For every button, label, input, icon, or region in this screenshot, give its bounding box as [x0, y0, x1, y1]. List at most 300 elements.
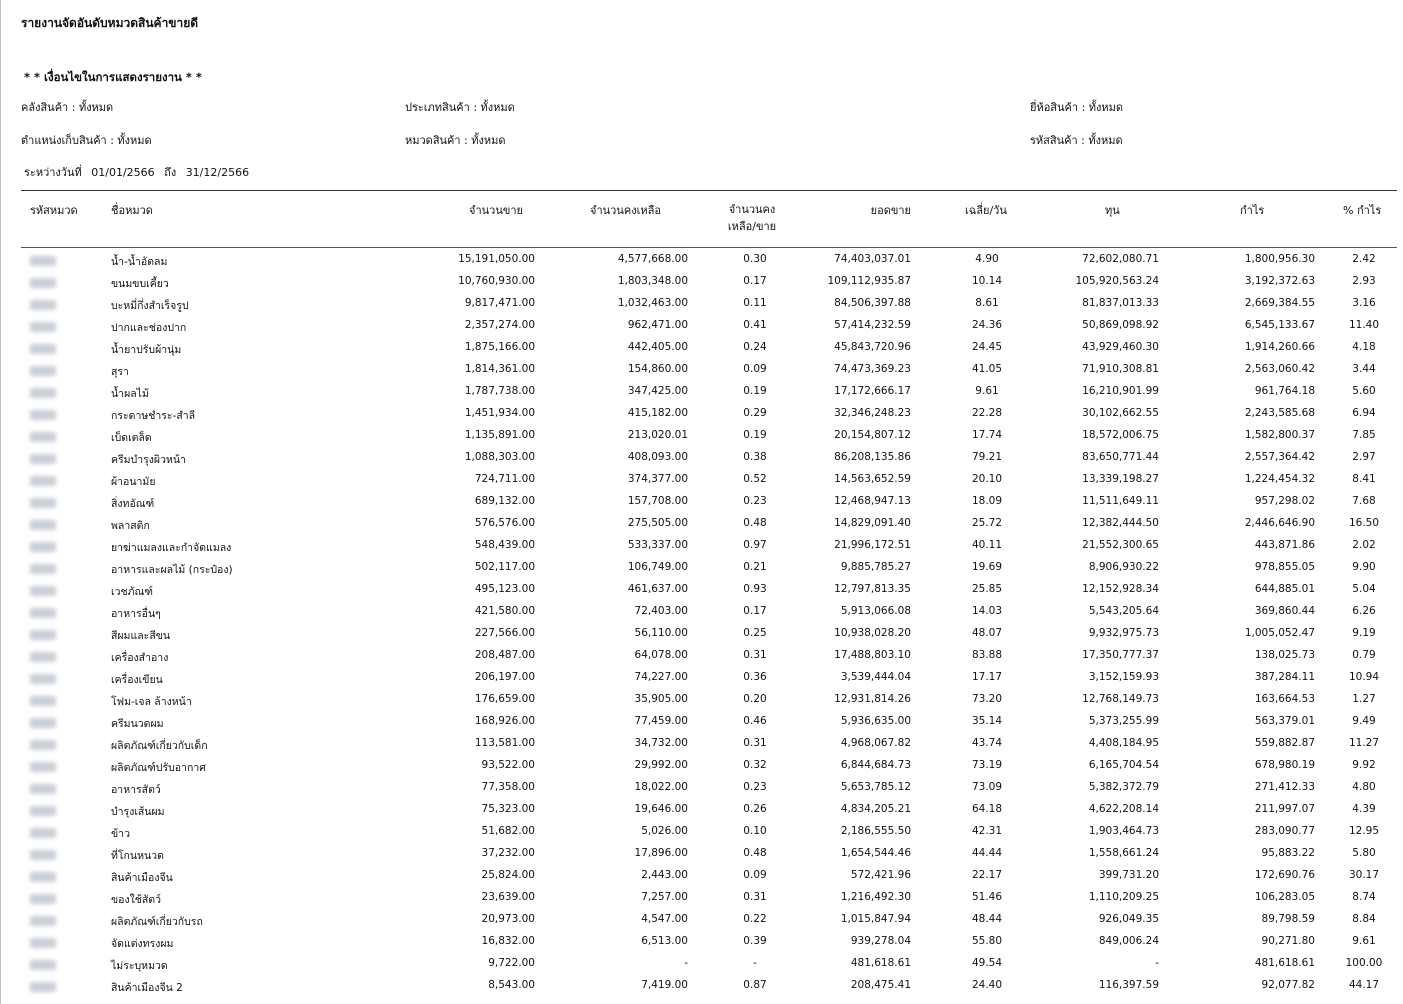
table-row	[0, 976, 1403, 998]
remain-sold-ratio: 0.17	[743, 605, 767, 617]
profit-amount: 387,284.11	[1254, 671, 1315, 683]
sales-amount: 17,488,803.10	[834, 649, 911, 661]
qty-sold: 9,817,471.00	[464, 297, 535, 309]
sales-amount: 20,154,807.12	[834, 429, 911, 441]
col-header-ratio-line1: จำนวนคง	[728, 203, 776, 216]
category-name: สินค้าเมืองจีน	[111, 872, 173, 884]
remain-sold-ratio: 0.41	[743, 319, 767, 331]
qty-remaining: 4,577,668.00	[617, 253, 688, 265]
avg-per-day: 79.21	[971, 451, 1003, 463]
cost-amount: 4,408,184.95	[1088, 737, 1159, 749]
cost-amount: 11,511,649.11	[1082, 495, 1159, 507]
profit-amount: 2,557,364.42	[1244, 451, 1315, 463]
sales-amount: 5,913,066.08	[840, 605, 911, 617]
avg-per-day: 4.90	[975, 253, 999, 265]
cost-amount: 71,910,308.81	[1082, 363, 1159, 375]
profit-amount: 1,914,260.66	[1244, 341, 1315, 353]
profit-amount: 2,243,585.68	[1244, 407, 1315, 419]
date-to: 31/12/2566	[185, 166, 250, 179]
cost-amount: 8,906,930.22	[1088, 561, 1159, 573]
category-name: ผลิตภัณฑ์เกี่ยวกับรถ	[111, 916, 203, 928]
qty-sold: 9,722.00	[488, 957, 535, 969]
profit-percent: 7.85	[1352, 429, 1376, 441]
profit-percent: 9.92	[1352, 759, 1376, 771]
avg-per-day: 48.44	[971, 913, 1003, 925]
cost-amount: -	[1155, 957, 1159, 969]
category-code-redacted	[30, 608, 56, 618]
table-row	[0, 668, 1403, 690]
table-row	[0, 360, 1403, 382]
profit-amount: 172,690.76	[1254, 869, 1315, 881]
profit-percent: 8.84	[1352, 913, 1376, 925]
profit-amount: 961,764.18	[1254, 385, 1315, 397]
remain-sold-ratio: 0.30	[743, 253, 767, 265]
category-code-redacted	[30, 498, 56, 508]
category-code-redacted	[30, 520, 56, 530]
profit-amount: 978,855.05	[1254, 561, 1315, 573]
table-row	[0, 250, 1403, 272]
category-name: น้ำ-น้ำอัดลม	[111, 256, 168, 268]
profit-amount: 90,271.80	[1261, 935, 1315, 947]
table-row	[0, 294, 1403, 316]
remain-sold-ratio: 0.32	[743, 759, 767, 771]
remain-sold-ratio: 0.09	[743, 363, 767, 375]
col-header-qty-remaining: จำนวนคงเหลือ	[590, 204, 661, 217]
category-code-redacted	[30, 322, 56, 332]
table-row	[0, 910, 1403, 932]
avg-per-day: 20.10	[971, 473, 1003, 485]
qty-sold: 77,358.00	[481, 781, 535, 793]
table-row	[0, 756, 1403, 778]
profit-percent: 9.19	[1352, 627, 1376, 639]
category-name: สุรา	[111, 366, 129, 378]
category-code-redacted	[30, 366, 56, 376]
profit-percent: 11.27	[1348, 737, 1380, 749]
profit-percent: 12.95	[1348, 825, 1380, 837]
sales-amount: 3,539,444.04	[840, 671, 911, 683]
cost-amount: 21,552,300.65	[1082, 539, 1159, 551]
qty-sold: 1,451,934.00	[464, 407, 535, 419]
avg-per-day: 24.40	[971, 979, 1003, 991]
category-code-redacted	[30, 872, 56, 882]
category-name: ที่โกนหนวด	[111, 850, 164, 862]
cost-amount: 17,350,777.37	[1082, 649, 1159, 661]
qty-sold: 168,926.00	[474, 715, 535, 727]
filter-brand: ยี่ห้อสินค้า : ทั้งหมด	[1030, 101, 1124, 114]
profit-percent: 8.74	[1352, 891, 1376, 903]
profit-percent: 8.41	[1352, 473, 1376, 485]
cost-amount: 9,932,975.73	[1088, 627, 1159, 639]
date-range-label: ระหว่างวันที่	[24, 166, 82, 179]
profit-amount: 1,224,454.32	[1244, 473, 1315, 485]
profit-amount: 678,980.19	[1254, 759, 1315, 771]
col-header-avg: เฉลี่ย/วัน	[965, 204, 1007, 217]
qty-sold: 724,711.00	[474, 473, 535, 485]
cost-amount: 116,397.59	[1098, 979, 1159, 991]
qty-remaining: 157,708.00	[627, 495, 688, 507]
qty-remaining: 6,513.00	[641, 935, 688, 947]
sales-amount: 572,421.96	[850, 869, 911, 881]
qty-remaining: 17,896.00	[634, 847, 688, 859]
cost-amount: 12,152,928.34	[1082, 583, 1159, 595]
table-row	[0, 690, 1403, 712]
category-name: น้ำยาปรับผ้านุ่ม	[111, 344, 182, 356]
sales-amount: 208,475.41	[850, 979, 911, 991]
profit-amount: 559,882.87	[1254, 737, 1315, 749]
qty-sold: 495,123.00	[474, 583, 535, 595]
sales-amount: 12,931,814.26	[834, 693, 911, 705]
profit-amount: 6,545,133.67	[1244, 319, 1315, 331]
category-code-redacted	[30, 696, 56, 706]
profit-amount: 89,798.59	[1261, 913, 1315, 925]
category-code-redacted	[30, 542, 56, 552]
category-code-redacted	[30, 652, 56, 662]
qty-sold: 20,973.00	[481, 913, 535, 925]
avg-per-day: 18.09	[971, 495, 1003, 507]
date-to-label: ถึง	[164, 166, 177, 179]
category-code-redacted	[30, 388, 56, 398]
avg-per-day: 24.36	[971, 319, 1003, 331]
qty-sold: 2,357,274.00	[464, 319, 535, 331]
table-row	[0, 712, 1403, 734]
cost-amount: 50,869,098.92	[1082, 319, 1159, 331]
qty-sold: 93,522.00	[481, 759, 535, 771]
date-from: 01/01/2566	[91, 166, 155, 179]
filter-product-code: รหัสสินค้า : ทั้งหมด	[1030, 134, 1123, 147]
category-name: สินค้าเมืองจีน 2	[111, 982, 183, 994]
profit-amount: 138,025.73	[1254, 649, 1315, 661]
qty-remaining: 18,022.00	[634, 781, 688, 793]
remain-sold-ratio: 0.09	[743, 869, 767, 881]
col-header-cost: ทุน	[1105, 204, 1120, 217]
qty-sold: 16,832.00	[481, 935, 535, 947]
avg-per-day: 73.09	[971, 781, 1003, 793]
category-name: พลาสติก	[111, 520, 150, 532]
avg-per-day: 42.31	[971, 825, 1003, 837]
remain-sold-ratio: 0.11	[743, 297, 767, 309]
cost-amount: 849,006.24	[1098, 935, 1159, 947]
table-row	[0, 844, 1403, 866]
profit-percent: 6.26	[1352, 605, 1376, 617]
profit-percent: 2.02	[1352, 539, 1376, 551]
profit-amount: 211,997.07	[1254, 803, 1315, 815]
avg-per-day: 51.46	[971, 891, 1003, 903]
category-code-redacted	[30, 256, 56, 266]
table-row	[0, 316, 1403, 338]
sales-amount: 4,968,067.82	[840, 737, 911, 749]
cost-amount: 399,731.20	[1098, 869, 1159, 881]
remain-sold-ratio: 0.19	[743, 429, 767, 441]
sales-amount: 45,843,720.96	[834, 341, 911, 353]
qty-remaining: 4,547.00	[641, 913, 688, 925]
remain-sold-ratio: 0.23	[743, 781, 767, 793]
table-row	[0, 448, 1403, 470]
avg-per-day: 8.61	[975, 297, 999, 309]
remain-sold-ratio: 0.46	[743, 715, 767, 727]
profit-percent: 2.97	[1352, 451, 1376, 463]
profit-percent: 6.94	[1352, 407, 1376, 419]
qty-remaining: 35,905.00	[634, 693, 688, 705]
profit-percent: 0.79	[1352, 649, 1376, 661]
col-header-profit: กำไร	[1240, 204, 1265, 217]
report-table-body	[0, 250, 1403, 998]
filter-category: หมวดสินค้า : ทั้งหมด	[405, 134, 506, 147]
remain-sold-ratio: 0.87	[743, 979, 767, 991]
category-name: โฟม-เจล ล้างหน้า	[111, 696, 192, 708]
sales-amount: 74,473,369.23	[834, 363, 911, 375]
table-row	[0, 470, 1403, 492]
sales-amount: 4,834,205.21	[840, 803, 911, 815]
remain-sold-ratio: 0.52	[743, 473, 767, 485]
profit-amount: 2,669,384.55	[1244, 297, 1315, 309]
remain-sold-ratio: -	[753, 957, 757, 969]
profit-amount: 369,860.44	[1254, 605, 1315, 617]
avg-per-day: 64.18	[971, 803, 1003, 815]
remain-sold-ratio: 0.19	[743, 385, 767, 397]
qty-remaining: 106,749.00	[627, 561, 688, 573]
qty-sold: 15,191,050.00	[458, 253, 535, 265]
qty-sold: 502,117.00	[474, 561, 535, 573]
profit-percent: 16.50	[1348, 517, 1380, 529]
category-code-redacted	[30, 586, 56, 596]
cost-amount: 3,152,159.93	[1088, 671, 1159, 683]
report-title: รายงานจัดอันดับหมวดสินค้าขายดี	[21, 16, 199, 30]
avg-per-day: 14.03	[971, 605, 1003, 617]
sales-amount: 1,654,544.46	[840, 847, 911, 859]
avg-per-day: 73.19	[971, 759, 1003, 771]
category-name: ครีมนวดผม	[111, 718, 164, 730]
category-code-redacted	[30, 564, 56, 574]
table-row	[0, 778, 1403, 800]
avg-per-day: 17.17	[971, 671, 1003, 683]
qty-remaining: 962,471.00	[627, 319, 688, 331]
profit-percent: 5.60	[1352, 385, 1376, 397]
category-code-redacted	[30, 278, 56, 288]
conditions-title: * * เงื่อนไขในการแสดงรายงาน * *	[24, 70, 202, 84]
avg-per-day: 17.74	[971, 429, 1003, 441]
cost-amount: 83,650,771.44	[1082, 451, 1159, 463]
avg-per-day: 49.54	[971, 957, 1003, 969]
category-code-redacted	[30, 300, 56, 310]
qty-sold: 8,543.00	[488, 979, 535, 991]
table-row	[0, 734, 1403, 756]
avg-per-day: 10.14	[971, 275, 1003, 287]
profit-amount: 563,379.01	[1254, 715, 1315, 727]
profit-amount: 481,618.61	[1254, 957, 1315, 969]
table-row	[0, 866, 1403, 888]
sales-amount: 12,797,813.35	[834, 583, 911, 595]
category-name: ผลิตภัณฑ์เกี่ยวกับเด็ก	[111, 740, 208, 752]
qty-sold: 206,197.00	[474, 671, 535, 683]
qty-remaining: 213,020.01	[627, 429, 688, 441]
remain-sold-ratio: 0.20	[743, 693, 767, 705]
category-code-redacted	[30, 982, 56, 992]
remain-sold-ratio: 0.25	[743, 627, 767, 639]
table-row	[0, 272, 1403, 294]
category-name: ผ้าอนามัย	[111, 476, 156, 488]
table-row	[0, 382, 1403, 404]
remain-sold-ratio: 0.31	[743, 737, 767, 749]
profit-amount: 1,582,800.37	[1244, 429, 1315, 441]
avg-per-day: 41.05	[971, 363, 1003, 375]
sales-amount: 1,216,492.30	[840, 891, 911, 903]
cost-amount: 81,837,013.33	[1082, 297, 1159, 309]
profit-percent: 4.18	[1352, 341, 1376, 353]
qty-remaining: 275,505.00	[627, 517, 688, 529]
profit-percent: 5.04	[1352, 583, 1376, 595]
profit-amount: 92,077.82	[1261, 979, 1315, 991]
col-header-name: ชื่อหมวด	[111, 204, 153, 217]
sales-amount: 9,885,785.27	[840, 561, 911, 573]
sales-amount: 5,653,785.12	[840, 781, 911, 793]
category-name: สีผมและสีขน	[111, 630, 171, 642]
table-row	[0, 426, 1403, 448]
profit-percent: 5.80	[1352, 847, 1376, 859]
category-code-redacted	[30, 432, 56, 442]
profit-percent: 7.68	[1352, 495, 1376, 507]
table-row	[0, 580, 1403, 602]
profit-amount: 283,090.77	[1254, 825, 1315, 837]
profit-percent: 44.17	[1348, 979, 1380, 991]
qty-remaining: 74,227.00	[634, 671, 688, 683]
category-name: สิ่งทอัณฑ์	[111, 498, 155, 510]
category-name: บำรุงเส้นผม	[111, 806, 165, 818]
profit-percent: 9.61	[1352, 935, 1376, 947]
category-name: ข้าว	[111, 828, 130, 840]
profit-amount: 443,871.86	[1254, 539, 1315, 551]
avg-per-day: 40.11	[971, 539, 1003, 551]
table-row	[0, 822, 1403, 844]
cost-amount: 5,373,255.99	[1088, 715, 1159, 727]
remain-sold-ratio: 0.21	[743, 561, 767, 573]
qty-remaining: 347,425.00	[627, 385, 688, 397]
remain-sold-ratio: 0.93	[743, 583, 767, 595]
qty-remaining: 72,403.00	[634, 605, 688, 617]
sales-amount: 12,468,947.13	[834, 495, 911, 507]
category-name: เวชภัณฑ์	[111, 586, 153, 598]
qty-remaining: 64,078.00	[634, 649, 688, 661]
sales-amount: 14,829,091.40	[834, 517, 911, 529]
category-name: เครื่องสำอาง	[111, 652, 169, 664]
profit-percent: 9.49	[1352, 715, 1376, 727]
cost-amount: 105,920,563.24	[1075, 275, 1159, 287]
qty-sold: 10,760,930.00	[458, 275, 535, 287]
cost-amount: 5,382,372.79	[1088, 781, 1159, 793]
profit-amount: 644,885.01	[1254, 583, 1315, 595]
category-code-redacted	[30, 806, 56, 816]
sales-amount: 10,938,028.20	[834, 627, 911, 639]
remain-sold-ratio: 0.97	[743, 539, 767, 551]
profit-amount: 3,192,372.63	[1244, 275, 1315, 287]
qty-remaining: -	[684, 957, 688, 969]
qty-sold: 113,581.00	[474, 737, 535, 749]
profit-amount: 2,563,060.42	[1244, 363, 1315, 375]
profit-percent: 3.44	[1352, 363, 1376, 375]
qty-remaining: 19,646.00	[634, 803, 688, 815]
sales-amount: 109,112,935.87	[827, 275, 911, 287]
sales-amount: 939,278.04	[850, 935, 911, 947]
remain-sold-ratio: 0.31	[743, 649, 767, 661]
category-code-redacted	[30, 740, 56, 750]
category-name: น้ำผลไม้	[111, 388, 149, 400]
avg-per-day: 9.61	[975, 385, 999, 397]
cost-amount: 6,165,704.54	[1088, 759, 1159, 771]
profit-percent: 4.80	[1352, 781, 1376, 793]
category-code-redacted	[30, 784, 56, 794]
remain-sold-ratio: 0.17	[743, 275, 767, 287]
avg-per-day: 44.44	[971, 847, 1003, 859]
qty-sold: 1,135,891.00	[464, 429, 535, 441]
avg-per-day: 73.20	[971, 693, 1003, 705]
qty-remaining: 1,032,463.00	[617, 297, 688, 309]
cost-amount: 12,768,149.73	[1082, 693, 1159, 705]
profit-amount: 957,298.02	[1254, 495, 1315, 507]
remain-sold-ratio: 0.29	[743, 407, 767, 419]
table-row	[0, 800, 1403, 822]
sales-amount: 2,186,555.50	[840, 825, 911, 837]
filter-product-type: ประเภทสินค้า : ทั้งหมด	[405, 101, 515, 114]
col-header-qty-sold: จำนวนขาย	[469, 204, 523, 217]
qty-sold: 176,659.00	[474, 693, 535, 705]
date-range	[24, 163, 255, 181]
qty-remaining: 77,459.00	[634, 715, 688, 727]
category-code-redacted	[30, 850, 56, 860]
sales-amount: 74,403,037.01	[834, 253, 911, 265]
qty-remaining: 2,443.00	[641, 869, 688, 881]
table-row	[0, 558, 1403, 580]
category-code-redacted	[30, 828, 56, 838]
category-name: จัดแต่งทรงผม	[111, 938, 174, 950]
category-name: ขนมขบเคี้ยว	[111, 278, 169, 290]
sales-amount: 481,618.61	[850, 957, 911, 969]
category-code-redacted	[30, 454, 56, 464]
qty-sold: 37,232.00	[481, 847, 535, 859]
remain-sold-ratio: 0.23	[743, 495, 767, 507]
remain-sold-ratio: 0.31	[743, 891, 767, 903]
qty-sold: 548,439.00	[474, 539, 535, 551]
avg-per-day: 43.74	[971, 737, 1003, 749]
sales-amount: 86,208,135.86	[834, 451, 911, 463]
cost-amount: 30,102,662.55	[1082, 407, 1159, 419]
category-name: อาหารและผลไม้ (กระป๋อง)	[111, 564, 233, 576]
cost-amount: 926,049.35	[1098, 913, 1159, 925]
category-name: อาหารอื่นๆ	[111, 608, 161, 620]
remain-sold-ratio: 0.24	[743, 341, 767, 353]
category-code-redacted	[30, 762, 56, 772]
avg-per-day: 19.69	[971, 561, 1003, 573]
qty-remaining: 415,182.00	[627, 407, 688, 419]
avg-per-day: 55.80	[971, 935, 1003, 947]
qty-sold: 576,576.00	[474, 517, 535, 529]
filter-warehouse: คลังสินค้า : ทั้งหมด	[21, 101, 114, 114]
category-code-redacted	[30, 916, 56, 926]
profit-percent: 11.40	[1348, 319, 1380, 331]
table-row	[0, 646, 1403, 668]
col-header-code: รหัสหมวด	[30, 204, 78, 217]
sales-amount: 17,172,666.17	[834, 385, 911, 397]
col-header-profit-pct: % กำไร	[1343, 204, 1382, 217]
qty-sold: 23,639.00	[481, 891, 535, 903]
cost-amount: 43,929,460.30	[1082, 341, 1159, 353]
sales-amount: 1,015,847.94	[840, 913, 911, 925]
remain-sold-ratio: 0.36	[743, 671, 767, 683]
profit-percent: 2.42	[1352, 253, 1376, 265]
cost-amount: 1,903,464.73	[1088, 825, 1159, 837]
remain-sold-ratio: 0.39	[743, 935, 767, 947]
qty-sold: 25,824.00	[481, 869, 535, 881]
category-code-redacted	[30, 938, 56, 948]
cost-amount: 1,558,661.24	[1088, 847, 1159, 859]
